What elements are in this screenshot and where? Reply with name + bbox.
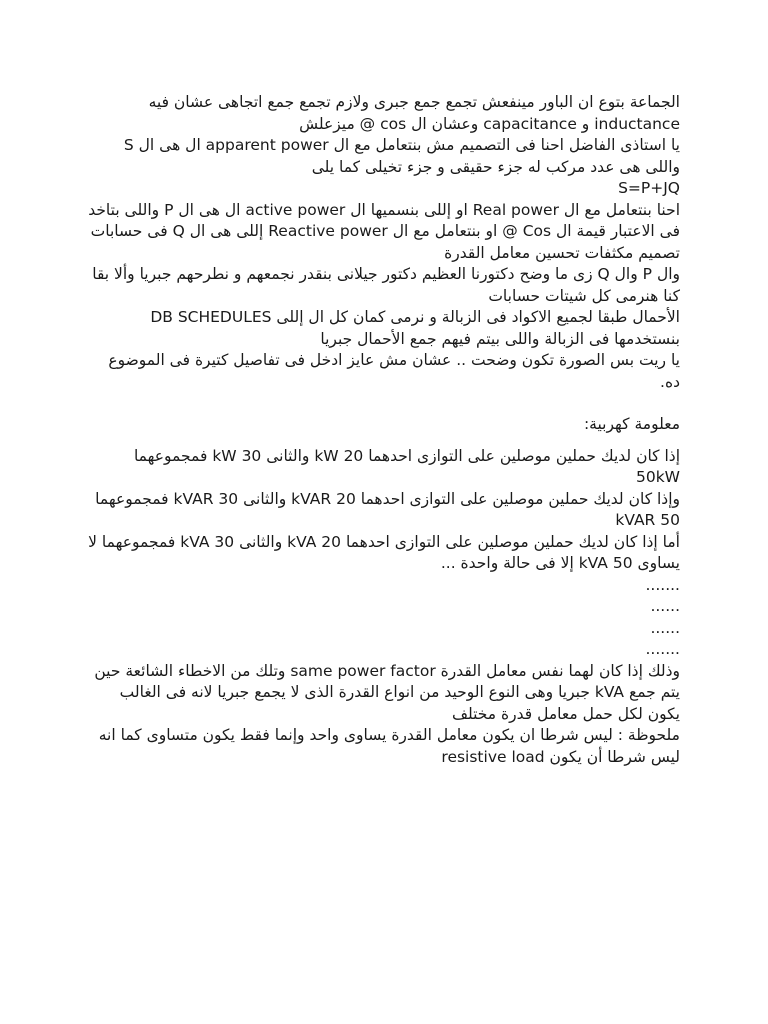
ellipsis-line-3: ...... (650, 618, 680, 637)
intro-paragraph-1: الجماعة بتوع ان الباور مينفعش تجمع جمع جبرى ولازم تجمع جمع اتجاهى عشان فيه inductance و capacitance وعشان ال cos @ ميزعلش (148, 93, 680, 133)
info-section (88, 446, 680, 575)
ellipsis-lines (88, 575, 680, 661)
info-paragraph-3: أما إذا كان لديك حملين موصلين على التوازى احدهما 20 kVA والثانى 30 kVA فمجموعهما لا يساوى 50 kVA إلا فى حالة واحدة ... (88, 532, 680, 572)
ellipsis-line-1: ....... (645, 575, 680, 594)
section-gap (88, 393, 680, 414)
intro-paragraph-3: S=P+JQ (618, 179, 680, 197)
intro-paragraph-5: وال P وال Q زى ما وضح دكتورنا العظيم دكتور جيلانى بنقدر نجمعهم و نطرحهم جبريا وألا بقا كنا هنرمى كل شيتات حسابات (92, 265, 680, 305)
closing-paragraph-1: وذلك إذا كان لهما نفس معامل القدرة same power factor وتلك من الاخطاء الشائعة حين يتم جمع kVA جبريا وهى النوع الوحيد من انواع القدرة الذى لا يجمع جبريا لانه فى الغالب يكون لكل حمل معامل قدرة مختلف (94, 661, 680, 723)
ellipsis-line-4: ....... (645, 640, 680, 658)
intro-paragraph-2: يا استاذى الفاضل احنا فى التصميم مش بنتعامل مع ال apparent power ال هى ال S واللى هى عدد مركب له جزء حقيقى و جزء تخيلى كما يلى (123, 136, 680, 176)
intro-paragraph-6: DB SCHEDULES الأحمال طبقا لجميع الاكواد فى الزبالة و نرمى كمان كل ال إللى بنستخدمها فى الزبالة واللى بيتم فيهم جمع الأحمال جبريا (150, 308, 680, 348)
info-heading: معلومة كهربية: (583, 415, 680, 433)
ellipsis-line-2: ...... (650, 597, 680, 615)
info-paragraph-2: وإذا كان لديك حملين موصلين على التوازى احدهما 20 kVAR والثانى 30 kVAR فمجموعهما 50 kVAR (95, 489, 680, 529)
intro-paragraph-4: احنا بنتعامل مع ال Real power او إللى بنسميها ال active power ال هى ال P واللى بتاخد فى الاعتبار قيمة ال Cos @ او بنتعامل مع ال Reactive power إللى هى ال Q فى حسابات تصميم مكثفات تحسين معامل القدرة (88, 200, 680, 262)
closing-section (88, 661, 680, 769)
intro-paragraph-7: يا ريت بس الصورة تكون وضحت .. عشان مش عايز ادخل فى تفاصيل كتيرة فى الموضوع ده. (108, 351, 680, 391)
intro-section (88, 92, 680, 393)
document-page (88, 92, 680, 768)
closing-paragraph-2: ملحوظة : ليس شرطا ان يكون معامل القدرة يساوى واحد وإنما فقط يكون متساوى كما انه ليس شرطا أن يكون resistive load (98, 726, 680, 766)
info-paragraph-1: إذا كان لديك حملين موصلين على التوازى احدهما 20 kW والثانى 30 kW فمجموعهما 50kW (133, 446, 680, 486)
